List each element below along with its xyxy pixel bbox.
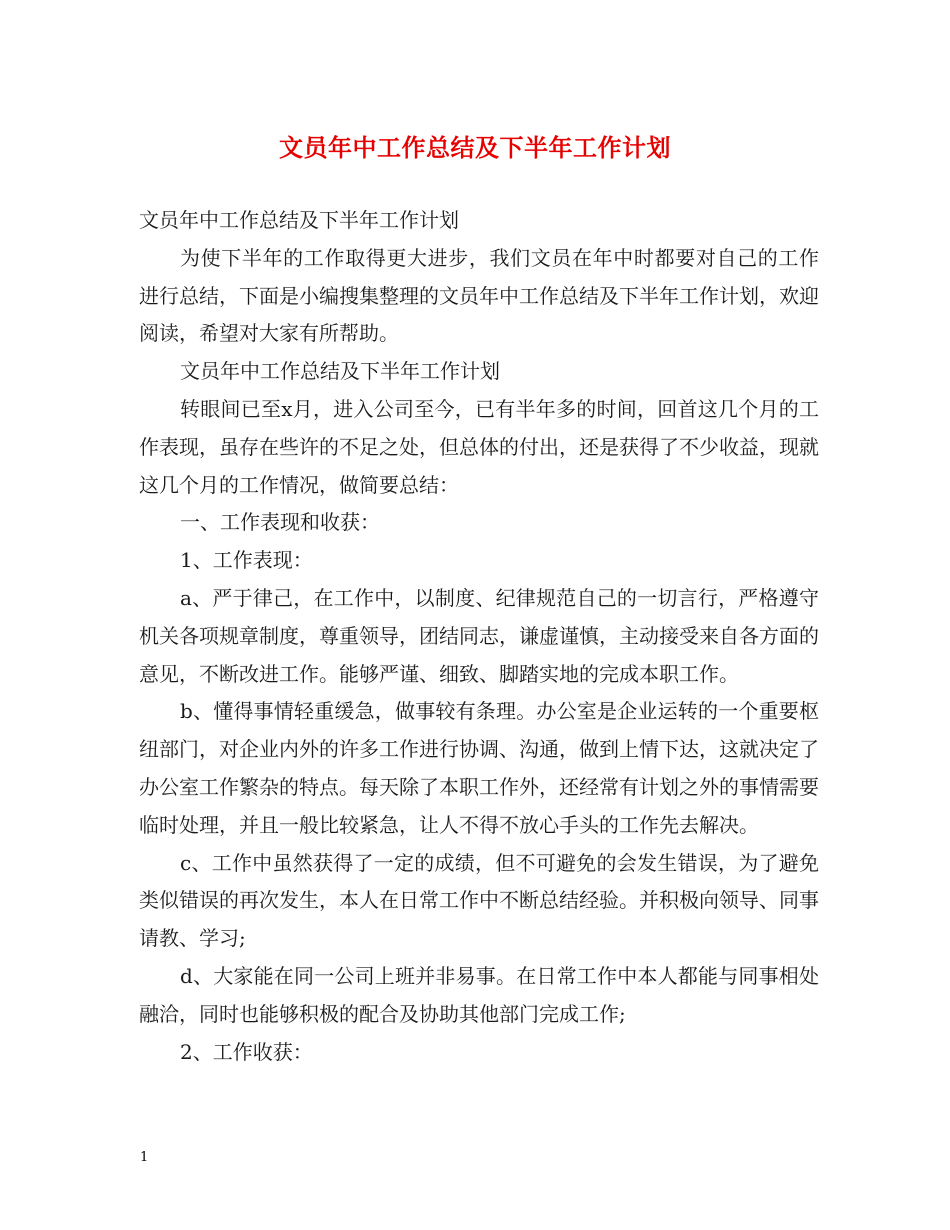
paragraph: c、工作中虽然获得了一定的成绩，但不可避免的会发生错误，为了避免类似错误的再次发生，本人在日常工作中不断总结经验。并积极向领导、同事请教、学习;	[139, 850, 819, 951]
paragraph: 文员年中工作总结及下半年工作计划	[180, 359, 500, 384]
paragraph: 为使下半年的工作取得更大进步，我们文员在年中时都要对自己的工作进行总结，下面是小编搜集整理的文员年中工作总结及下半年工作计划，欢迎阅读，希望对大家有所帮助。	[139, 245, 819, 346]
paragraph: 文员年中工作总结及下半年工作计划	[139, 208, 459, 232]
paragraph: a、严于律己，在工作中，以制度、纪律规范自己的一切言行，严格遵守机关各项规章制度，尊重领导，团结同志，谦虚谨慎，主动接受来自各方面的意见，不断改进工作。能够严谨、细致、脚踏实地的完成本职工作。	[139, 585, 819, 686]
paragraph: d、大家能在同一公司上班并非易事。在日常工作中本人都能与同事相处融洽，同时也能够积极的配合及协助其他部门完成工作;	[139, 963, 819, 1026]
paragraph: 转眼间已至x月，进入公司至今，已有半年多的时间，回首这几个月的工作表现，虽存在些许的不足之处，但总体的付出，还是获得了不少收益，现就这几个月的工作情况，做简要总结：	[139, 396, 819, 497]
document-title: 文员年中工作总结及下半年工作计划	[279, 133, 671, 162]
document-body	[139, 202, 819, 1071]
page-number: 1	[140, 1150, 149, 1165]
section-heading: 一、工作表现和收获：	[180, 510, 380, 535]
subsection-heading: 2、工作收获：	[180, 1039, 313, 1064]
paragraph: b、懂得事情轻重缓急，做事较有条理。办公室是企业运转的一个重要枢纽部门，对企业内外的许多工作进行协调、沟通，做到上情下达，这就决定了办公室工作繁杂的特点。每天除了本职工作外，还经常有计划之外的事情需要临时处理，并且一般比较紧急，让人不得不放心手头的工作先去解决。	[139, 699, 819, 837]
subsection-heading: 1、工作表现：	[180, 548, 313, 573]
